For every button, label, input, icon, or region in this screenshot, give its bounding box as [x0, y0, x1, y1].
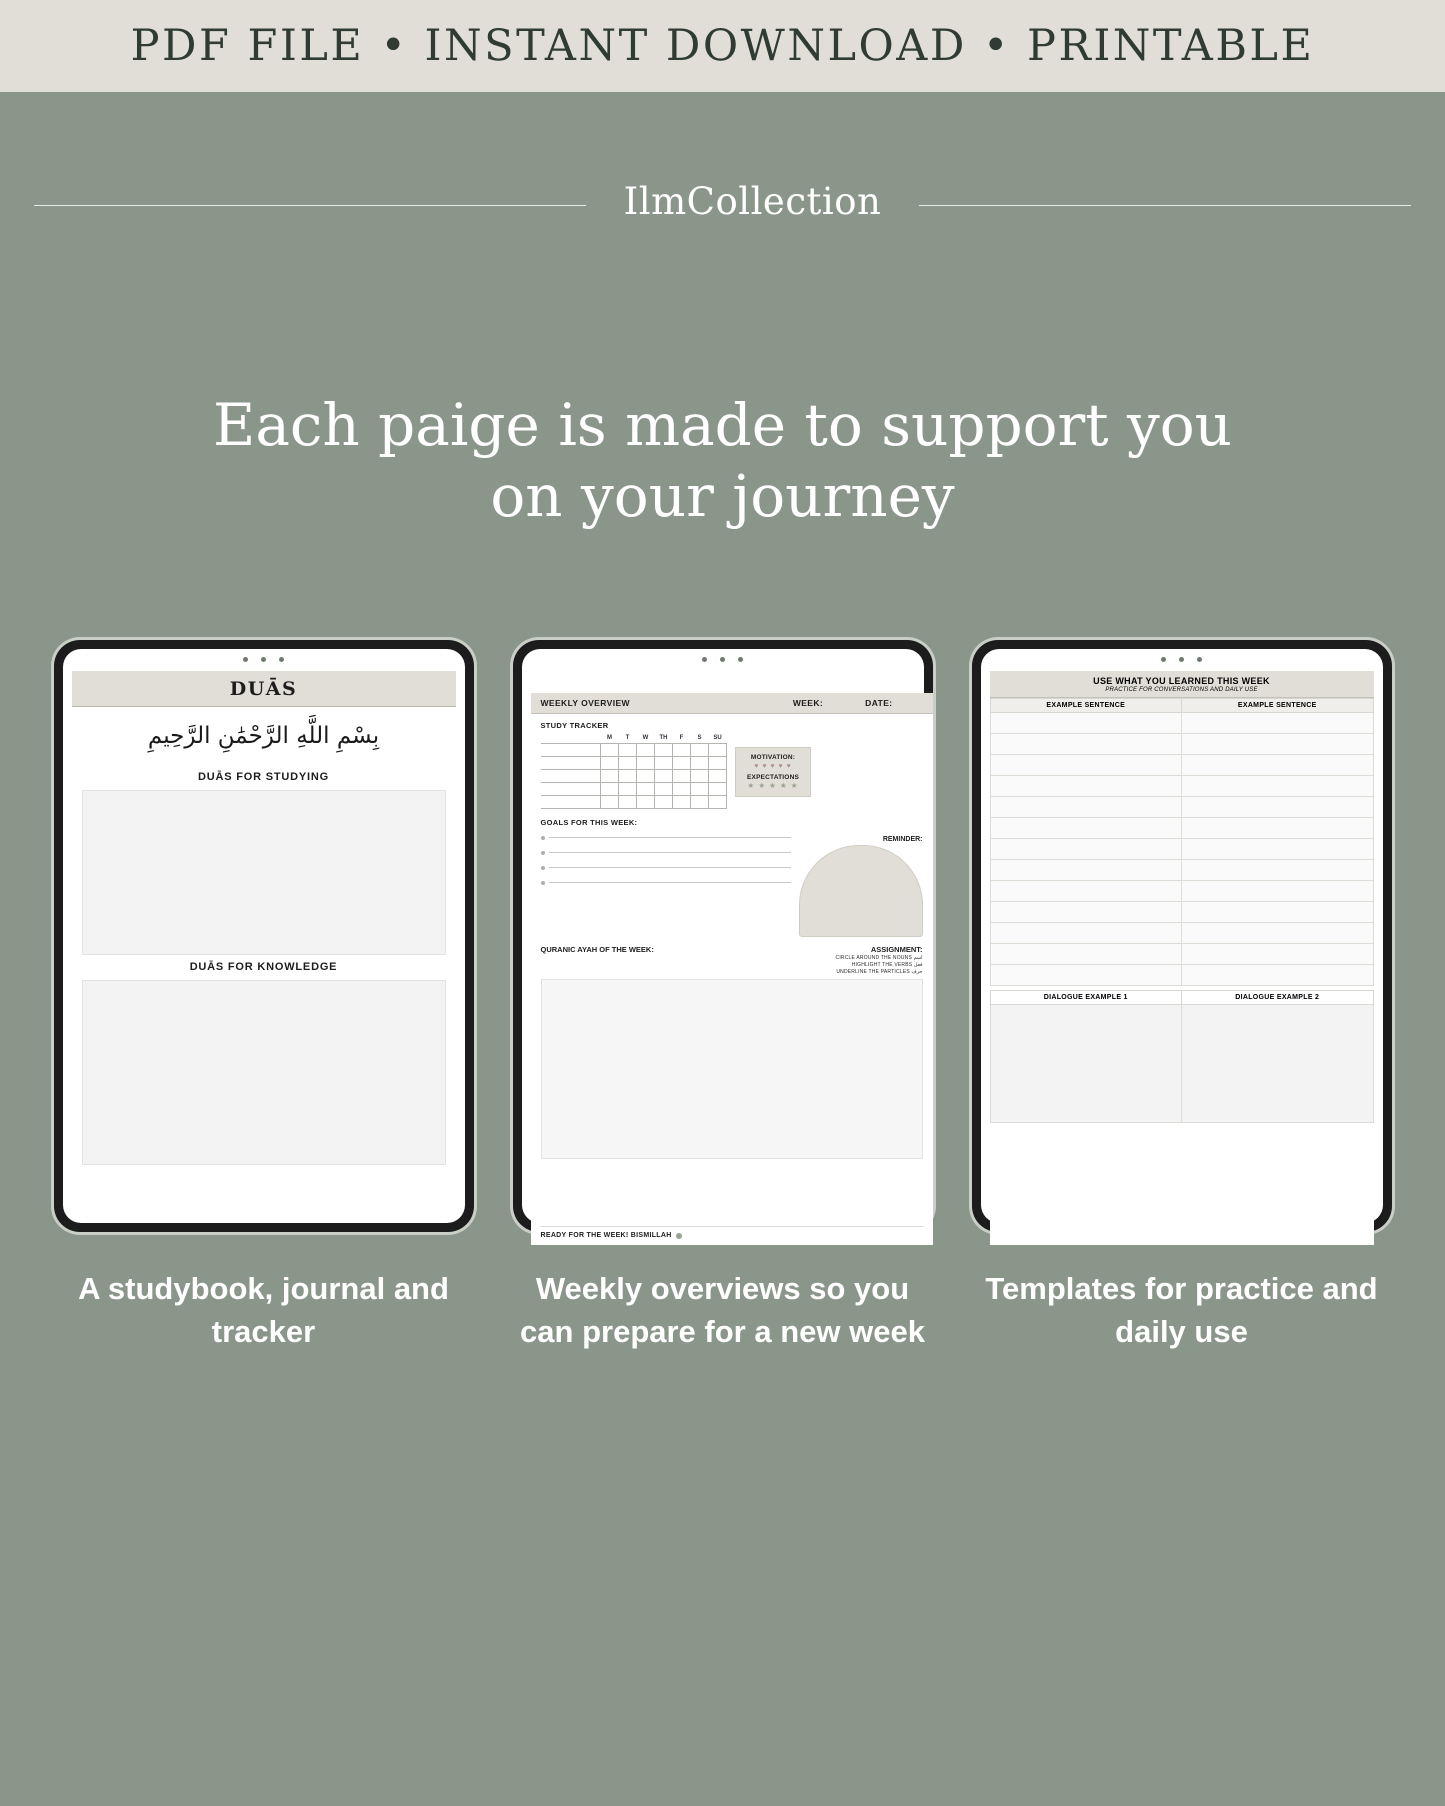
tablet-screen-frame-1	[63, 649, 465, 1223]
table-row[interactable]	[990, 881, 1373, 902]
basmala-text: بِسْمِ اللَّهِ الرَّحْمَٰنِ الرَّحِيمِ	[147, 723, 380, 749]
column-header-example-1: EXAMPLE SENTENCE	[990, 699, 1182, 713]
column-header-example-2: EXAMPLE SENTENCE	[1182, 699, 1374, 713]
table-row[interactable]	[990, 923, 1373, 944]
caption-row	[0, 1268, 1445, 1354]
brand-row	[0, 175, 1445, 235]
table-header-row	[990, 699, 1373, 713]
date-label: DATE:	[865, 698, 893, 708]
week-label: WEEK:	[792, 698, 824, 708]
bullet-icon	[541, 881, 545, 885]
bullet-icon	[541, 851, 545, 855]
study-tracker-table	[541, 733, 728, 809]
practice-template-page	[990, 671, 1374, 1245]
tablet-device-3	[972, 640, 1392, 1232]
table-row	[541, 743, 727, 756]
caption-2: Weekly overviews so you can prepare for a new week	[520, 1271, 925, 1349]
table-row[interactable]	[990, 860, 1373, 881]
column-header-dialogue-1: DIALOGUE EXAMPLE 1	[990, 991, 1182, 1005]
ayah-section	[541, 945, 923, 1159]
goals-label: GOALS FOR THIS WEEK:	[540, 817, 638, 827]
goals-and-reminder	[541, 836, 923, 937]
bullet-icon	[541, 866, 545, 870]
bullet-icon	[541, 836, 545, 840]
motivation-label: MOTIVATION:	[750, 754, 796, 761]
checkbox-icon[interactable]	[676, 1233, 682, 1239]
brand-rule-left	[34, 205, 586, 206]
table-row	[541, 795, 727, 808]
assignment-line-2: HIGHLIGHT THE VERBS فعل	[851, 961, 923, 968]
tablet-screen-frame-3	[981, 649, 1383, 1223]
weekly-overview-page	[531, 693, 933, 1245]
write-line	[549, 882, 791, 883]
tracker-day-f: F	[679, 734, 684, 741]
expectations-stars-icon[interactable]: ★ ★ ★ ★ ★	[747, 781, 799, 790]
practice-subtitle: PRACTICE FOR CONVERSATIONS AND DAILY USE	[1105, 687, 1258, 693]
tablet-row	[0, 640, 1445, 1239]
weekly-topbar	[531, 693, 933, 714]
write-line	[549, 852, 791, 853]
table-row[interactable]	[990, 902, 1373, 923]
write-line	[549, 837, 791, 838]
duas-title: DUĀS	[229, 677, 298, 700]
tablet-device-2	[513, 640, 933, 1239]
tracker-wrap	[541, 733, 923, 809]
table-row[interactable]	[990, 965, 1373, 986]
table-row[interactable]	[990, 776, 1373, 797]
tracker-day-m: M	[607, 734, 612, 741]
assignment-line-1: CIRCLE AROUND THE NOUNS اسم	[835, 954, 923, 961]
list-item[interactable]	[541, 851, 791, 855]
tracker-day-su: SU	[713, 734, 722, 741]
tracker-day-t: T	[625, 734, 630, 741]
duas-studying-writing-area	[82, 790, 446, 955]
duas-studying-label: DUĀS FOR STUDYING	[198, 771, 329, 783]
motivation-hearts-icon[interactable]: ♥ ♥ ♥ ♥ ♥	[754, 763, 792, 770]
reminder-arch-area	[799, 845, 923, 937]
reminder-block	[799, 836, 923, 937]
column-header-dialogue-2: DIALOGUE EXAMPLE 2	[1182, 991, 1374, 1005]
assignment-block	[836, 945, 923, 975]
tablet-col-1	[54, 640, 474, 1232]
practice-title: USE WHAT YOU LEARNED THIS WEEK	[1093, 676, 1270, 686]
camera-dots-icon	[522, 657, 924, 662]
table-row[interactable]	[990, 944, 1373, 965]
table-row	[541, 756, 727, 769]
ayah-header	[541, 945, 923, 975]
caption-3: Templates for practice and daily use	[985, 1271, 1378, 1349]
list-item[interactable]	[541, 881, 791, 885]
brand-name: IlmCollection	[623, 179, 882, 223]
table-row[interactable]	[990, 734, 1373, 755]
goals-list	[541, 836, 791, 937]
tracker-day-w: W	[642, 734, 649, 741]
duas-knowledge-label: DUĀS FOR KNOWLEDGE	[189, 961, 338, 973]
table-row[interactable]	[990, 818, 1373, 839]
practice-header	[990, 671, 1374, 698]
example-sentence-table	[990, 698, 1374, 986]
table-row[interactable]	[990, 797, 1373, 818]
ayah-writing-area	[541, 979, 923, 1159]
top-banner	[0, 0, 1445, 92]
assignment-label: ASSIGNMENT:	[870, 944, 923, 954]
tablet-device-1	[54, 640, 474, 1232]
ayah-label: QURANIC AYAH OF THE WEEK:	[540, 944, 654, 954]
assignment-line-3: UNDERLINE THE PARTICLES حرف	[836, 968, 923, 975]
duas-knowledge-writing-area	[82, 980, 446, 1165]
headline-line-2: on your journey	[490, 461, 955, 530]
headline-line-1: Each paige is made to support you	[212, 391, 1233, 459]
list-item[interactable]	[541, 836, 791, 840]
tracker-day-s: S	[697, 734, 702, 741]
expectations-label: EXPECTATIONS	[747, 774, 799, 781]
study-tracker-label: STUDY TRACKER	[540, 721, 609, 730]
tracker-corner	[541, 733, 601, 743]
camera-dots-icon	[981, 657, 1383, 662]
write-line	[549, 867, 791, 868]
motivation-box	[735, 747, 811, 797]
table-row[interactable]	[990, 713, 1373, 734]
dialogue-table	[990, 990, 1374, 1123]
table-row[interactable]	[990, 755, 1373, 776]
tracker-header-row	[541, 733, 727, 743]
table-header-row	[990, 991, 1373, 1005]
weekly-footer	[541, 1226, 923, 1239]
table-row[interactable]	[990, 1005, 1373, 1123]
camera-dots-icon	[63, 657, 465, 662]
list-item[interactable]	[541, 866, 791, 870]
weekly-title: WEEKLY OVERVIEW	[540, 698, 630, 708]
duas-header	[72, 671, 456, 707]
table-row[interactable]	[990, 839, 1373, 860]
page-headline	[0, 390, 1445, 532]
brand-rule-right	[919, 205, 1411, 206]
tablet-col-3	[972, 640, 1392, 1232]
table-row	[541, 782, 727, 795]
reminder-label: REMINDER:	[882, 835, 923, 843]
banner-text: PDF FILE • INSTANT DOWNLOAD • PRINTABLE	[130, 21, 1315, 71]
caption-1: A studybook, journal and tracker	[78, 1271, 449, 1349]
tablet-screen-frame-2	[522, 649, 924, 1239]
tracker-day-th: TH	[659, 734, 668, 741]
duas-page	[72, 671, 456, 1205]
tablet-col-2	[513, 640, 933, 1239]
table-row	[541, 769, 727, 782]
weekly-footer-text: READY FOR THE WEEK! BISMILLAH	[540, 1232, 672, 1239]
weekly-body	[531, 714, 933, 1159]
